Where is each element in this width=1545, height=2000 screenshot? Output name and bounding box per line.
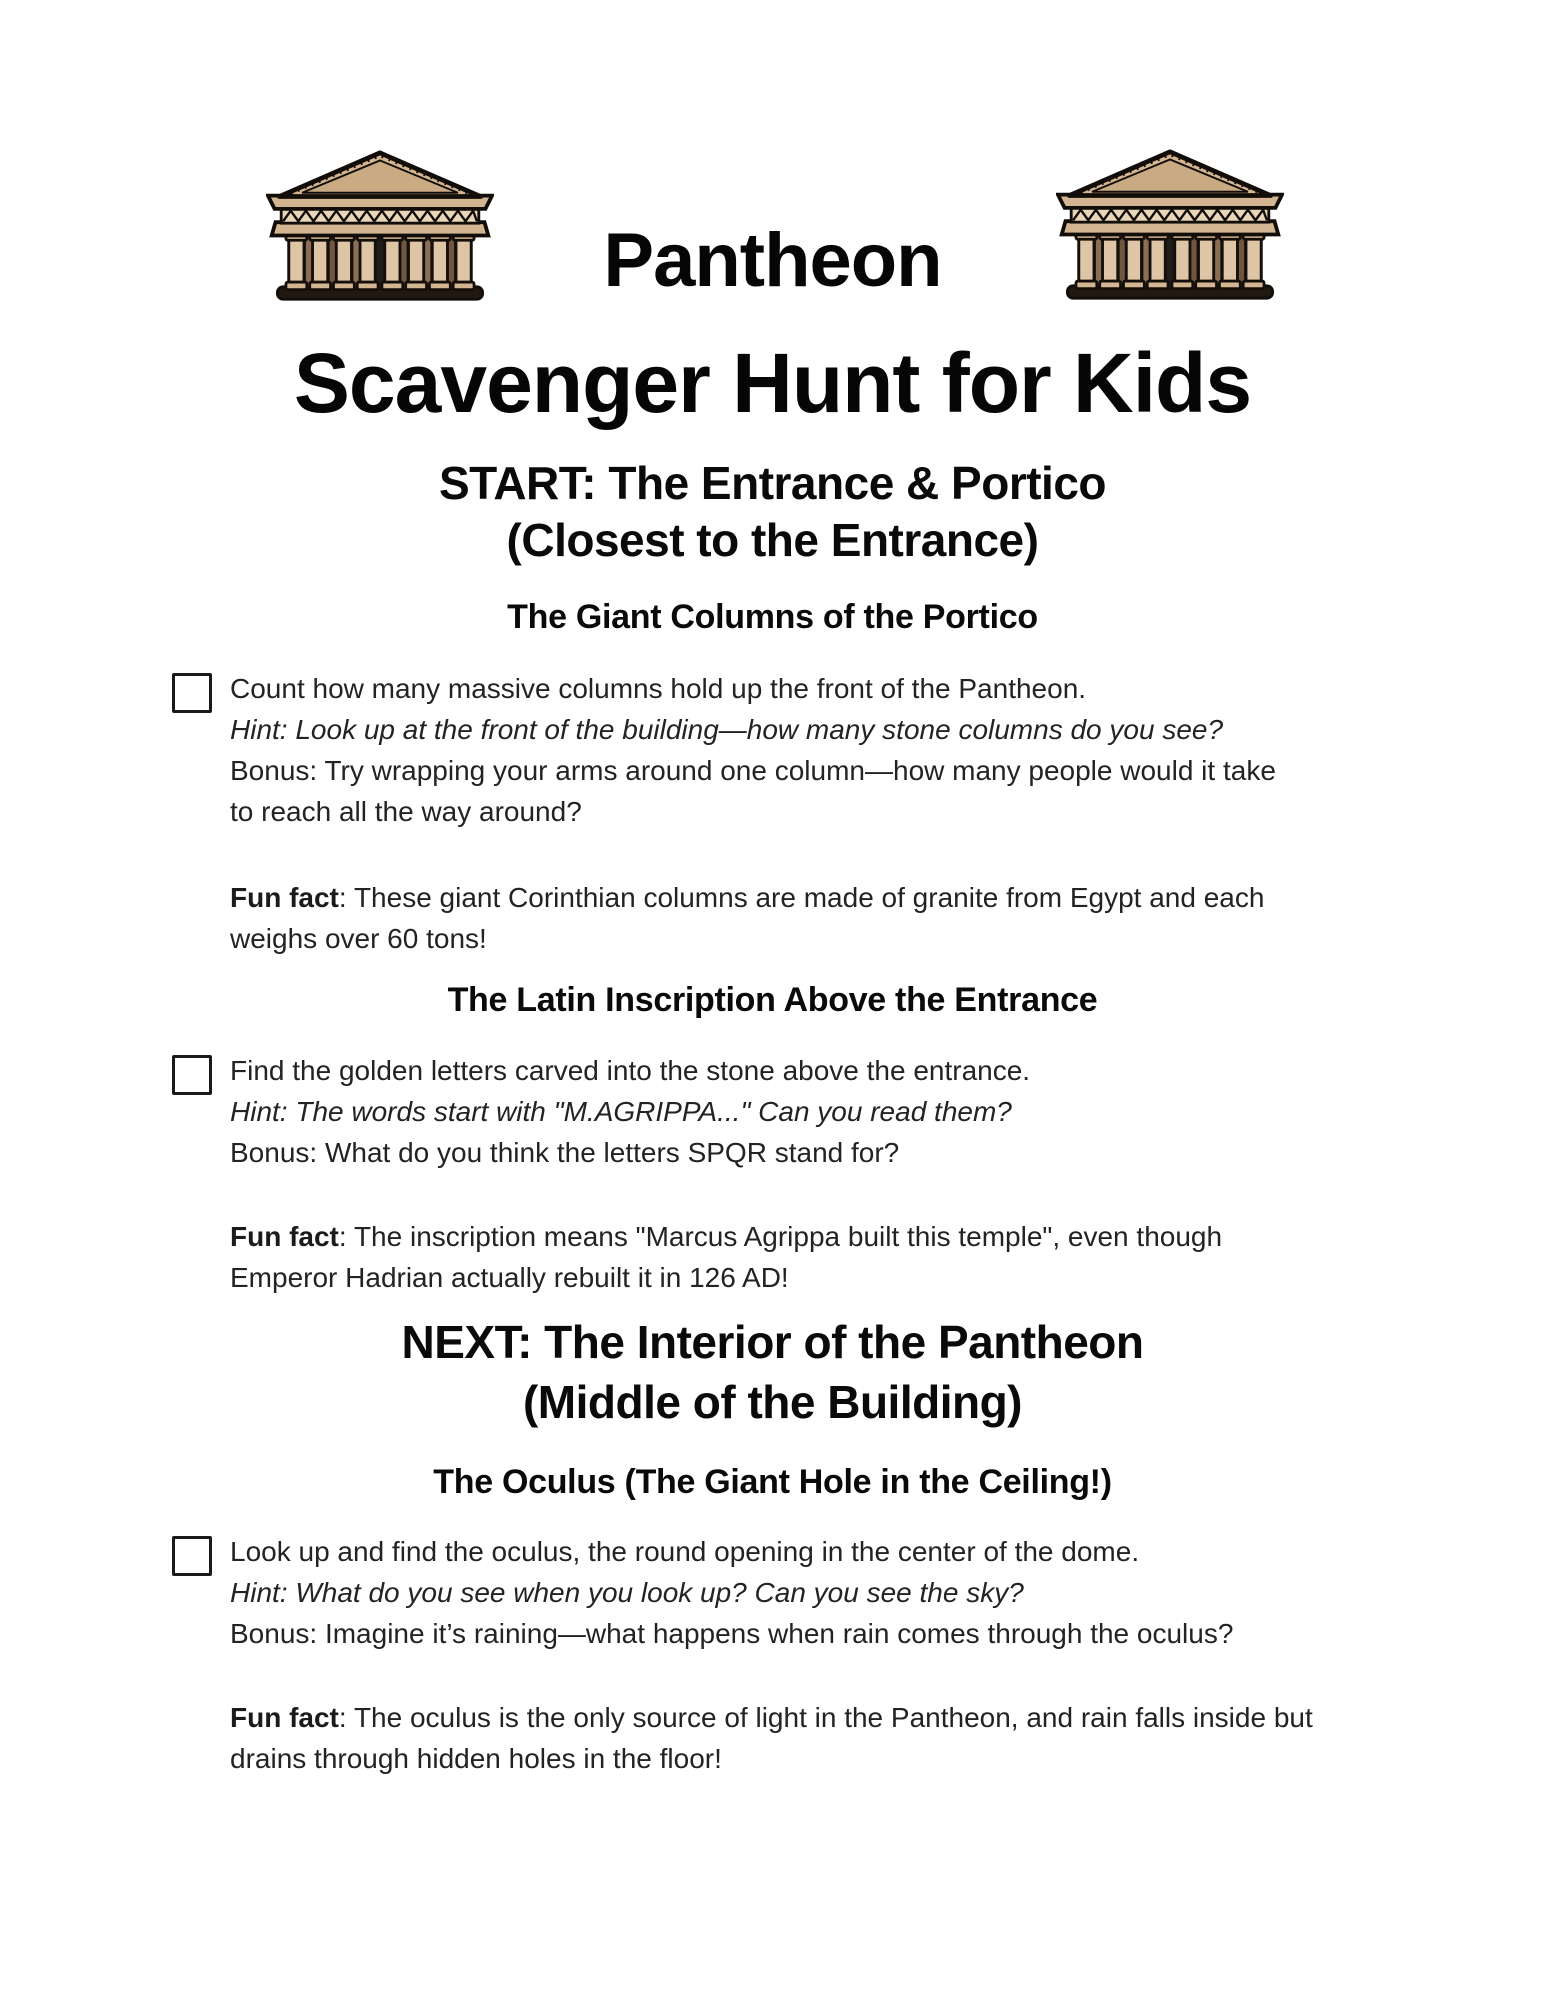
fun-fact-text: : The oculus is the only source of light in the Pantheon, and rain falls inside but xyxy=(338,1702,1313,1733)
section-subheading-line: (Closest to the Entrance) xyxy=(506,514,1039,566)
task-line-main: Count how many massive columns hold up the front of the Pantheon. xyxy=(230,673,1087,704)
task-line-main: Look up and find the oculus, the round opening in the center of the dome. xyxy=(230,1536,1140,1567)
fun-fact-label: Fun fact xyxy=(230,1702,339,1733)
task-checkbox[interactable] xyxy=(172,1055,212,1095)
task-checkbox[interactable] xyxy=(172,1536,212,1576)
fun-fact-label: Fun fact xyxy=(230,1221,339,1252)
fun-fact-line-1 xyxy=(230,877,1264,918)
section-heading-line: NEXT: The Interior of the Pantheon xyxy=(401,1316,1144,1368)
task-line-hint: Hint: Look up at the front of the building—how many stone columns do you see? xyxy=(230,714,1224,745)
task-line-hint: Hint: What do you see when you look up? Can you see the sky? xyxy=(230,1577,1024,1608)
section-heading-line: START: The Entrance & Portico xyxy=(438,457,1107,509)
task-line-bonus: Bonus: Imagine it’s raining—what happens when rain comes through the oculus? xyxy=(230,1618,1234,1649)
section-heading-start xyxy=(0,455,1545,569)
task-line-bonus: Bonus: Try wrapping your arms around one column—how many people would it take xyxy=(230,755,1276,786)
fun-fact-label: Fun fact xyxy=(230,882,339,913)
task-text-block xyxy=(230,1050,1030,1173)
task-line-bonus-cont: to reach all the way around? xyxy=(230,796,582,827)
topic-heading-latin-inscription: The Latin Inscription Above the Entrance xyxy=(447,981,1098,1019)
fun-fact-line-1 xyxy=(230,1697,1313,1738)
task-item-find-inscription xyxy=(172,1050,1030,1173)
page-title-line2: Scavenger Hunt for Kids xyxy=(293,336,1252,430)
fun-fact-columns xyxy=(230,877,1264,959)
fun-fact-line-2: Emperor Hadrian actually rebuilt it in 126 AD! xyxy=(230,1262,789,1293)
topic-heading-oculus: The Oculus (The Giant Hole in the Ceiling!) xyxy=(433,1463,1112,1501)
fun-fact-line-2: weighs over 60 tons! xyxy=(230,923,487,954)
task-text-block xyxy=(230,1531,1233,1654)
task-line-main: Find the golden letters carved into the stone above the entrance. xyxy=(230,1055,1031,1086)
task-text-block xyxy=(230,668,1276,832)
fun-fact-line-1 xyxy=(230,1216,1222,1257)
section-subheading-line: (Middle of the Building) xyxy=(522,1376,1022,1428)
fun-fact-line-2: drains through hidden holes in the floor! xyxy=(230,1743,722,1774)
section-heading-next xyxy=(0,1312,1545,1432)
topic-heading-giant-columns: The Giant Columns of the Portico xyxy=(507,598,1038,636)
fun-fact-inscription xyxy=(230,1216,1222,1298)
task-checkbox[interactable] xyxy=(172,673,212,713)
fun-fact-text: : The inscription means "Marcus Agrippa built this temple", even though xyxy=(338,1221,1223,1252)
task-line-bonus: Bonus: What do you think the letters SPQR stand for? xyxy=(230,1137,900,1168)
task-item-count-columns xyxy=(172,668,1276,832)
task-line-hint: Hint: The words start with "M.AGRIPPA..." Can you read them? xyxy=(230,1096,1012,1127)
page-title: Pantheon xyxy=(603,218,942,303)
fun-fact-oculus xyxy=(230,1697,1313,1779)
fun-fact-text: : These giant Corinthian columns are made of granite from Egypt and each xyxy=(338,882,1265,913)
task-item-find-oculus xyxy=(172,1531,1233,1654)
